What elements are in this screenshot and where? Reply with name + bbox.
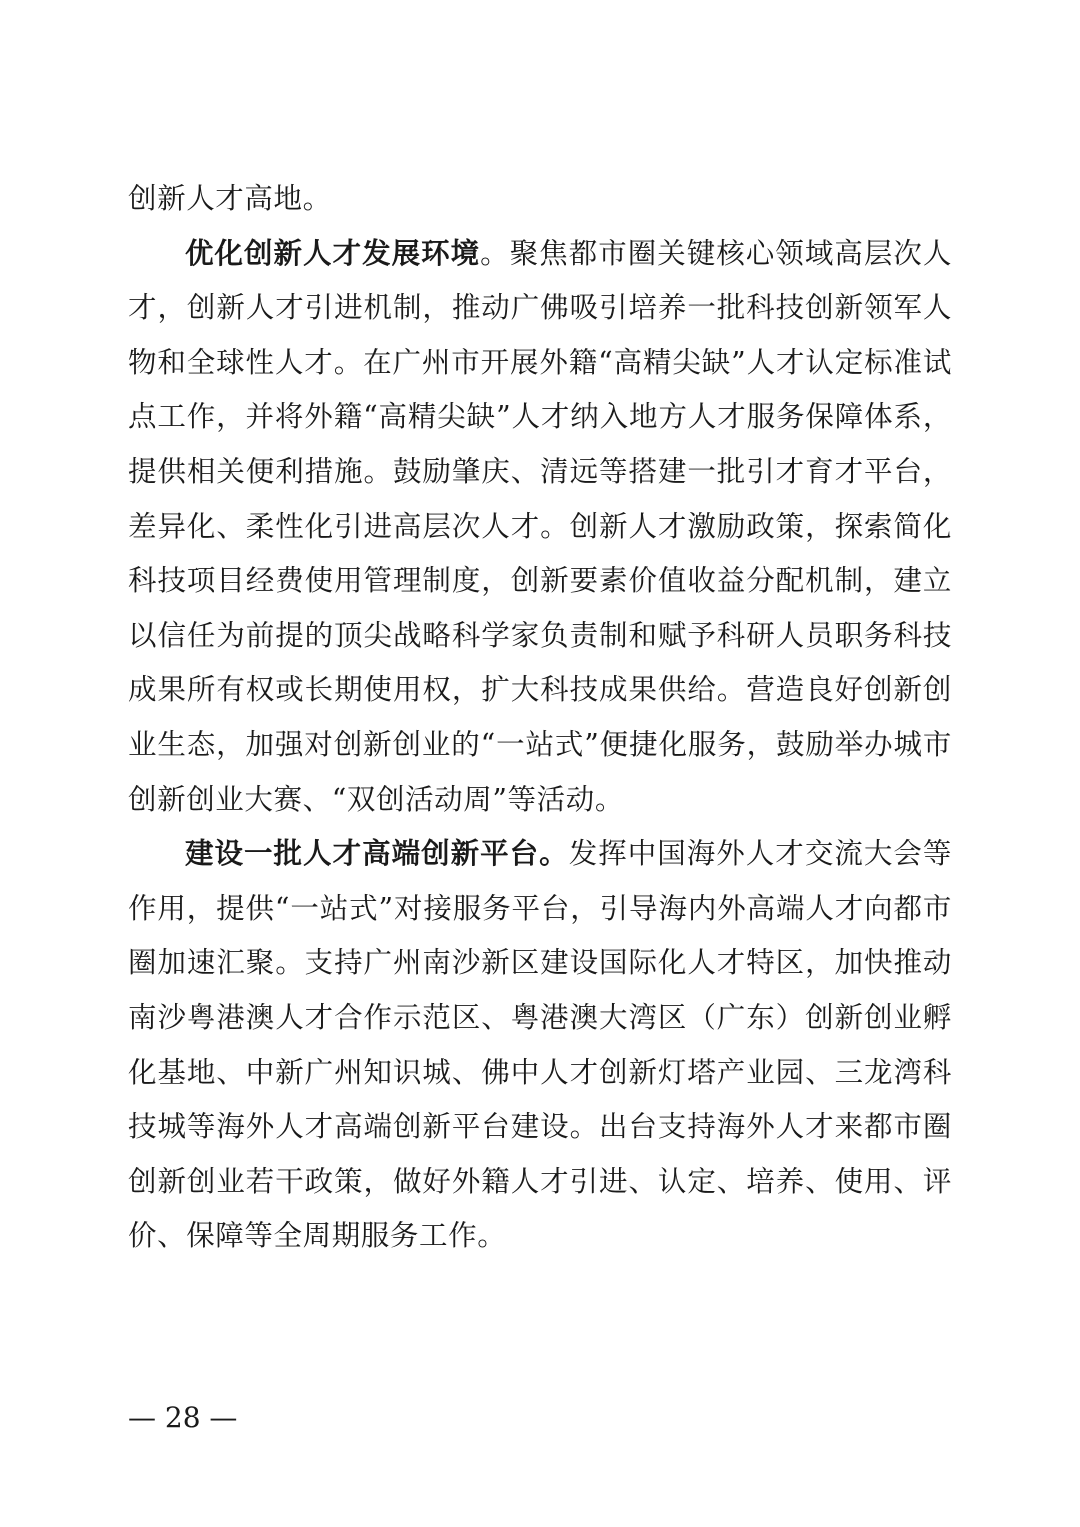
paragraph-heading: 优化创新人才发展环境	[185, 236, 481, 270]
paragraph-body: 发挥中国海外人才交流大会等作用，提供“一站式”对接服务平台，引导海内外高端人才向都市圈加速汇聚。支持广州南沙新区建设国际化人才特区，加快推动南沙粤港澳人才合作示范区、粤港澳大湾区（广东）创新创业孵化基地、中新广州知识城、佛中人才创新灯塔产业园、三龙湾科技城等海外人才高端创新平台建设。出台支持海外人才来都市圈创新创业若干政策，做好外籍人才引进、认定、培养、使用、评价、保障等全周期服务工作。	[128, 837, 952, 1253]
page-number: — 28 —	[128, 1401, 238, 1434]
document-body	[128, 172, 952, 1264]
paragraph-innovation-platforms	[128, 827, 952, 1264]
paragraph-talent-environment	[128, 227, 952, 828]
paragraph-heading: 建设一批人才高端创新平台。	[185, 837, 569, 871]
paragraph-body: 。聚焦都市圈关键核心领域高层次人才，创新人才引进机制，推动广佛吸引培养一批科技创新领军人物和全球性人才。在广州市开展外籍“高精尖缺”人才认定标准试点工作，并将外籍“高精尖缺”人才纳入地方人才服务保障体系，提供相关便利措施。鼓励肇庆、清远等搭建一批引才育才平台，差异化、柔性化引进高层次人才。创新人才激励政策，探索简化科技项目经费使用管理制度，创新要素价值收益分配机制，建立以信任为前提的顶尖战略科学家负责制和赋予科研人员职务科技成果所有权或长期使用权，扩大科技成果供给。营造良好创新创业生态，加强对创新创业的“一站式”便捷化服务，鼓励举办城市创新创业大赛、“双创活动周”等活动。	[128, 236, 952, 816]
continuation-paragraph: 创新人才高地。	[128, 182, 332, 215]
